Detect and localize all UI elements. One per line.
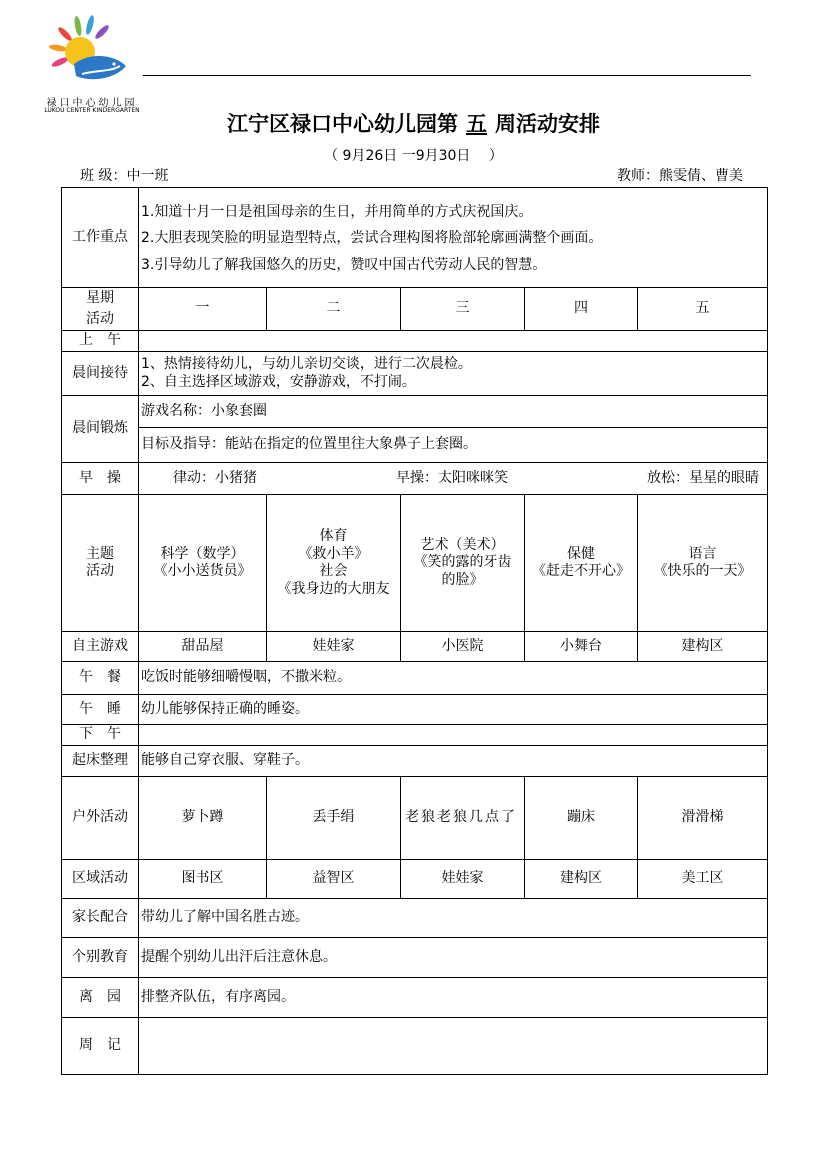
- nap-row: [62, 695, 768, 725]
- theme-lesson: 《救小羊》: [298, 545, 369, 562]
- afternoon-section-row: [62, 725, 768, 746]
- reception-line: 1、热情接待幼儿，与幼儿亲切交谈，进行二次晨检。: [141, 356, 472, 372]
- theme-subject: 体育: [319, 528, 348, 544]
- exercise-game-name: 游戏名称：小象套圈: [139, 396, 768, 428]
- outdoor-cell: 蹦床: [525, 777, 638, 860]
- leaving-row: [62, 978, 768, 1018]
- wake-up-label: 起床整理: [62, 746, 139, 777]
- exercise-drill: 早操：太阳咪咪笑: [396, 469, 509, 486]
- title-suffix: 周活动安排: [495, 111, 600, 136]
- theme-lesson: 《我身边的大朋友: [277, 580, 390, 597]
- outdoor-cell: 老狼老狼几点了: [401, 777, 525, 860]
- weekday-header-row: [62, 288, 768, 331]
- parents-label: 家长配合: [62, 899, 139, 938]
- theme-monday: [139, 495, 267, 632]
- work-focus-label: 工作重点: [62, 188, 139, 288]
- parents-row: [62, 899, 768, 938]
- theme-lesson: 《快乐的一天》: [653, 563, 752, 579]
- wake-up-text: 能够自己穿衣服、穿鞋子。: [139, 746, 768, 777]
- early-exercise-content: [139, 463, 768, 495]
- theme-label: 主题: [86, 545, 114, 562]
- morning-section-blank: [139, 331, 768, 352]
- free-play-label: 自主游戏: [62, 632, 139, 662]
- outdoor-label: 户外活动: [62, 777, 139, 860]
- work-focus-item: 3.引导幼儿了解我国悠久的历史，赞叹中国古代劳动人民的智慧。: [141, 256, 547, 273]
- leaving-label: 离 园: [62, 978, 139, 1018]
- morning-section-row: [62, 331, 768, 352]
- header-rule: [143, 75, 751, 76]
- activity-label: 活动: [86, 310, 114, 327]
- work-focus-row: [62, 188, 768, 288]
- free-play-cell: 建构区: [638, 632, 768, 662]
- theme-activity-label: [62, 495, 139, 632]
- day-friday: 五: [638, 288, 768, 331]
- afternoon-section-blank: [139, 725, 768, 746]
- free-play-cell: 小舞台: [525, 632, 638, 662]
- weekday-activity-label: [62, 288, 139, 331]
- individual-row: [62, 938, 768, 978]
- theme-subject: 艺术（美术）: [420, 536, 505, 553]
- exercise-goal: 目标及指导：能站在指定的位置里往大象鼻子上套圈。: [139, 428, 768, 463]
- morning-section-label: 上 午: [62, 331, 139, 352]
- free-play-row: [62, 632, 768, 662]
- activity-label: 活动: [86, 563, 114, 579]
- teacher-names: 教师：熊雯倩、曹美: [617, 168, 743, 184]
- outdoor-row: [62, 777, 768, 860]
- weekly-notes-label: 周 记: [62, 1018, 139, 1075]
- theme-lesson: 《小小送货员》: [153, 563, 252, 579]
- title-week-number: 五: [466, 111, 487, 136]
- morning-exercise-goal-row: [62, 428, 768, 463]
- day-monday: 一: [139, 288, 267, 331]
- morning-reception-label: 晨间接待: [62, 352, 139, 396]
- weekly-plan-table: [61, 187, 768, 1075]
- area-activity-cell: 图书区: [139, 860, 267, 899]
- morning-exercise-game-row: [62, 396, 768, 428]
- theme-lesson: 《赶走不开心》: [532, 563, 630, 579]
- area-activity-cell: 建构区: [525, 860, 638, 899]
- theme-tuesday: [267, 495, 401, 632]
- theme-subject: 语言: [688, 545, 717, 562]
- weekly-notes-row: [62, 1018, 768, 1075]
- logo-name: 禄口中心幼儿园: [46, 98, 138, 109]
- nap-label: 午 睡: [62, 695, 139, 725]
- area-activity-label: 区域活动: [62, 860, 139, 899]
- day-thursday: 四: [525, 288, 638, 331]
- lunch-row: [62, 662, 768, 695]
- reception-line: 2、自主选择区域游戏，安静游戏，不打闹。: [141, 373, 416, 390]
- weekday-label: 星期: [86, 290, 114, 306]
- individual-label: 个别教育: [62, 938, 139, 978]
- weekly-notes-text: [139, 1018, 768, 1075]
- theme-friday: [638, 495, 768, 632]
- individual-text: 提醒个别幼儿出汗后注意休息。: [139, 938, 768, 978]
- outdoor-cell: 丢手绢: [267, 777, 401, 860]
- leaving-text: 排整齐队伍，有序离园。: [139, 978, 768, 1018]
- work-focus-item: 1.知道十月一日是祖国母亲的生日，并用简单的方式庆祝国庆。: [141, 203, 533, 220]
- theme-wednesday: [401, 495, 525, 632]
- afternoon-section-label: 下 午: [62, 725, 139, 746]
- area-activity-cell: 美工区: [638, 860, 768, 899]
- theme-subject: 社会: [319, 563, 348, 579]
- work-focus-content: [139, 188, 768, 288]
- area-activity-cell: 益智区: [267, 860, 401, 899]
- theme-subject: 保健: [567, 545, 595, 562]
- page-title: [0, 108, 827, 138]
- free-play-cell: 小医院: [401, 632, 525, 662]
- day-tuesday: 二: [267, 288, 401, 331]
- title-prefix: 江宁区禄口中心幼儿园第: [227, 111, 458, 136]
- theme-lesson: 的脸》: [441, 571, 484, 588]
- parents-text: 带幼儿了解中国名胜古迹。: [139, 899, 768, 938]
- date-range: （ 9月26日 一9月30日 ）: [324, 148, 503, 164]
- exercise-relax: 放松：星星的眼睛: [647, 469, 760, 486]
- area-activity-cell: 娃娃家: [401, 860, 525, 899]
- morning-exercise-label: 晨间锻炼: [62, 396, 139, 463]
- class-name: 班 级：中一班: [80, 168, 169, 184]
- logo-subtitle: LUKOU CENTER KINDERGARTEN: [44, 107, 140, 114]
- early-exercise-label: 早 操: [62, 463, 139, 495]
- morning-reception-content: [139, 352, 768, 396]
- work-focus-item: 2.大胆表现笑脸的明显造型特点，尝试合理构图将脸部轮廓画满整个画面。: [141, 230, 603, 247]
- day-wednesday: 三: [401, 288, 525, 331]
- morning-reception-row: [62, 352, 768, 396]
- early-exercise-row: [62, 463, 768, 495]
- theme-lesson: 《笑的露的牙齿: [413, 554, 512, 571]
- free-play-cell: 娃娃家: [267, 632, 401, 662]
- nap-text: 幼儿能够保持正确的睡姿。: [139, 695, 768, 725]
- lunch-label: 午 餐: [62, 662, 139, 695]
- area-activity-row: [62, 860, 768, 899]
- lunch-text: 吃饭时能够细嚼慢咽，不撒米粒。: [139, 662, 768, 695]
- theme-activity-row: [62, 495, 768, 632]
- exercise-rhythm: 律动：小猪猪: [173, 469, 257, 486]
- free-play-cell: 甜品屋: [139, 632, 267, 662]
- theme-subject: 科学（数学）: [160, 545, 245, 562]
- outdoor-cell: 萝卜蹲: [139, 777, 267, 860]
- outdoor-cell: 滑滑梯: [638, 777, 768, 860]
- theme-thursday: [525, 495, 638, 632]
- wake-up-row: [62, 746, 768, 777]
